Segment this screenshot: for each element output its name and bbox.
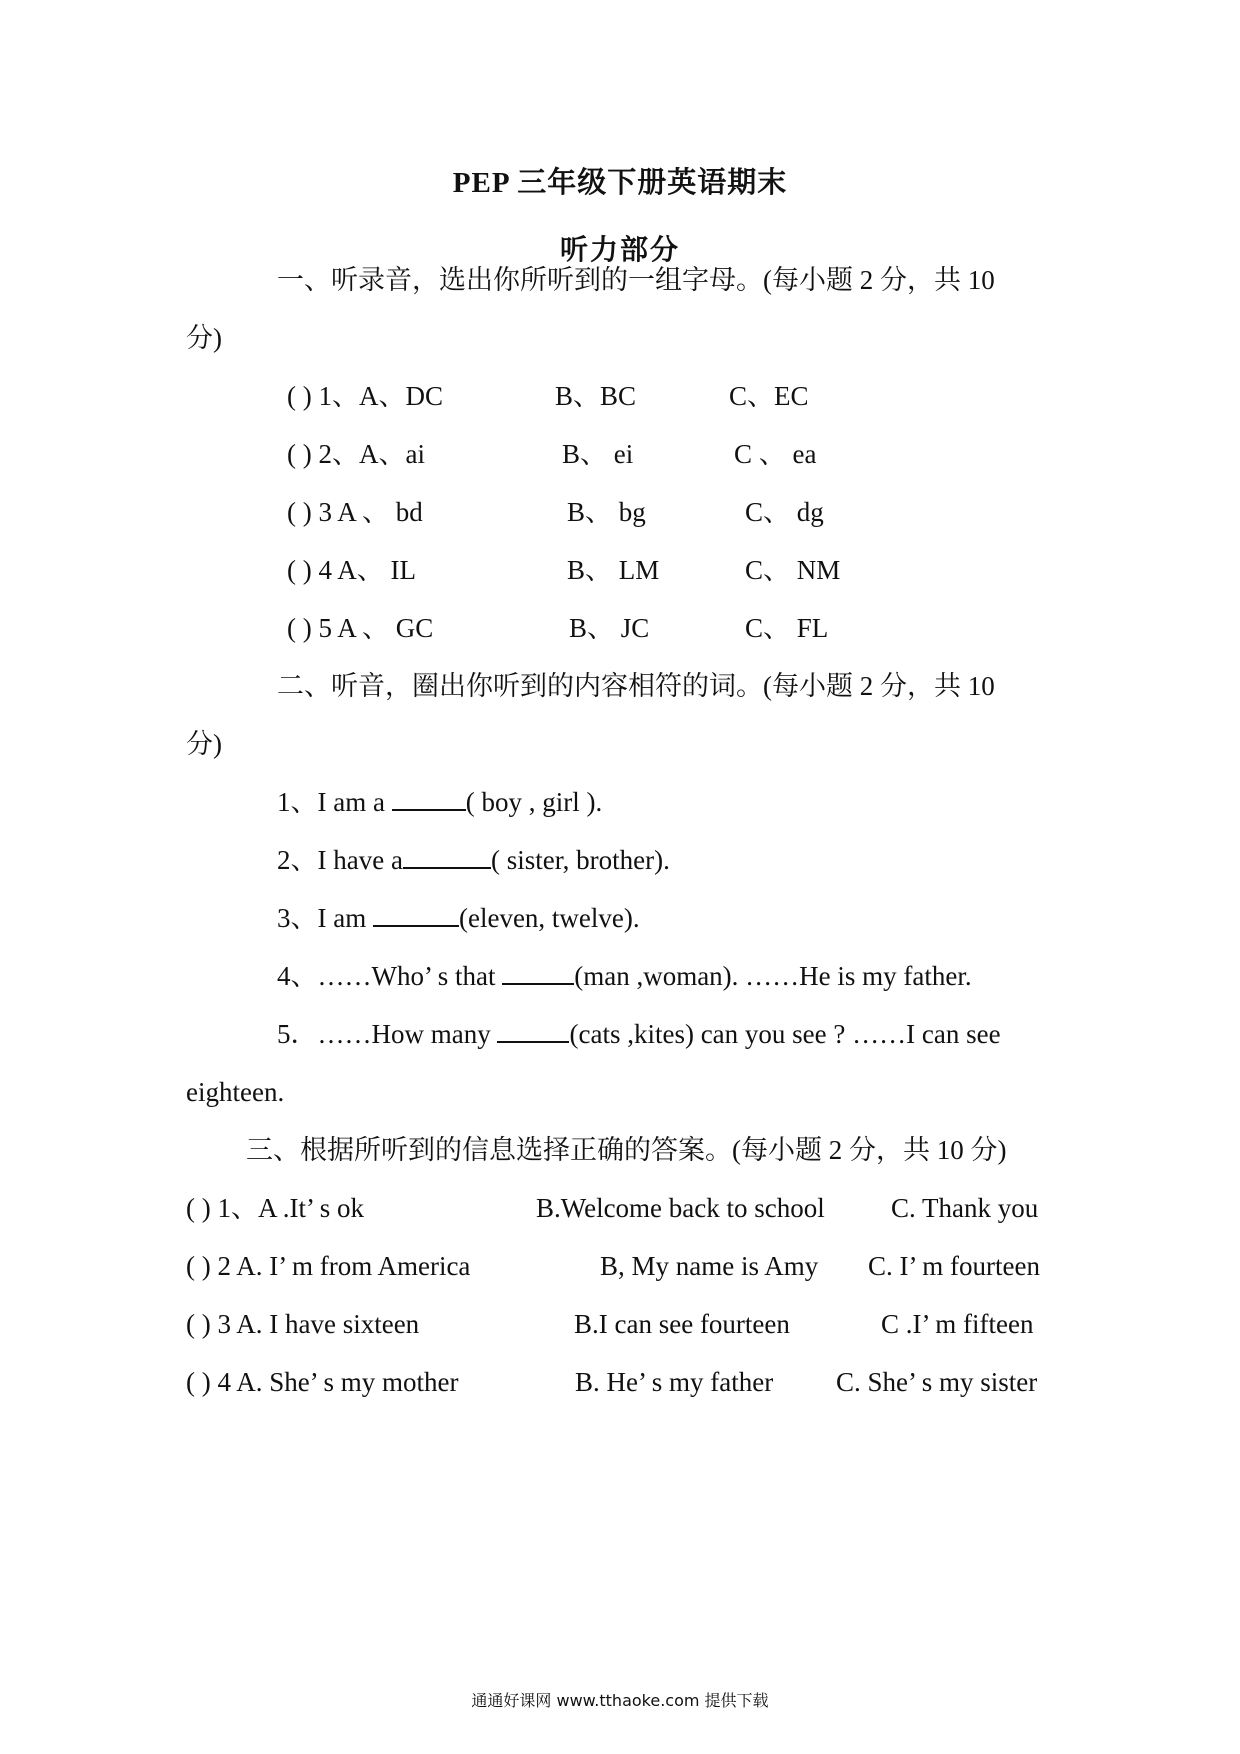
s1-item-4-a: ( ) 4 A、 IL xyxy=(287,555,416,585)
s1-item-3-a: ( ) 3 A 、 bd xyxy=(287,497,423,527)
section3-heading: 三、根据所听到的信息选择正确的答案。(每小题 2 分，共 10 分) xyxy=(246,1135,1007,1165)
s2-item-2 xyxy=(277,842,670,878)
s3-item-1-a: ( ) 1、A .It’ s ok xyxy=(186,1193,364,1223)
s1-item-3-c: C、 dg xyxy=(745,497,824,527)
s2-item-3-blank[interactable] xyxy=(373,903,459,927)
s2-item-5-blank[interactable] xyxy=(497,1019,569,1043)
s3-item-2-a: ( ) 2 A. I’ m from America xyxy=(186,1251,471,1281)
s3-item-2-b: B, My name is Amy xyxy=(600,1251,819,1281)
s2-item-3-post: (eleven, twelve). xyxy=(458,903,640,933)
s2-item-1-post: ( boy , girl ). xyxy=(465,787,603,817)
s2-item-5-wrap: eighteen. xyxy=(186,1077,285,1107)
s3-item-1 xyxy=(186,1190,1058,1226)
s2-item-5-post: (cats ,kites) can you see ? ……I can see xyxy=(569,1019,1001,1049)
s1-item-4-b: B、 LM xyxy=(567,555,660,585)
section2-heading xyxy=(277,668,1057,704)
s3-item-3-c: C .I’ m fifteen xyxy=(881,1309,1034,1339)
s3-item-4 xyxy=(186,1364,1058,1400)
s1-item-5-a: ( ) 5 A 、 GC xyxy=(287,613,434,643)
s2-item-4-blank[interactable] xyxy=(502,961,574,985)
page-title: PEP 三年级下册英语期末 xyxy=(452,167,788,199)
s1-item-1-c: C、EC xyxy=(729,381,809,411)
s3-item-4-a: ( ) 4 A. She’ s my mother xyxy=(186,1367,459,1397)
page-subtitle: 听力部分 xyxy=(559,235,680,266)
s1-item-2-c: C 、 ea xyxy=(734,439,817,469)
section1-heading-text: 一、听录音，选出你所听到的一组字母。(每小题 2 分，共 10 xyxy=(277,265,995,295)
s3-item-4-c: C. She’ s my sister xyxy=(836,1367,1038,1397)
s2-item-3 xyxy=(277,900,640,936)
s3-item-1-b: B.Welcome back to school xyxy=(536,1193,825,1223)
s3-item-3-a: ( ) 3 A. I have sixteen xyxy=(186,1309,420,1339)
s2-item-2-post: ( sister, brother). xyxy=(490,845,670,875)
s1-item-5-b: B、 JC xyxy=(569,613,650,643)
section2-heading-wrap: 分) xyxy=(186,729,222,759)
s2-item-5 xyxy=(277,1016,1001,1052)
s2-item-3-pre: 3、I am xyxy=(277,903,373,933)
s1-item-1-a: ( ) 1、A、DC xyxy=(287,381,443,411)
s2-item-4 xyxy=(277,958,972,994)
s1-item-5-c: C、 FL xyxy=(745,613,829,643)
section2-heading-text: 二、听音，圈出你听到的内容相符的词。(每小题 2 分，共 10 xyxy=(277,671,995,701)
section1-heading-wrap: 分) xyxy=(186,323,222,353)
s2-item-2-blank[interactable] xyxy=(403,845,491,869)
s1-item-1-b: B、BC xyxy=(555,381,637,411)
s2-item-1-pre: 1、I am a xyxy=(277,787,392,817)
s3-item-2 xyxy=(186,1248,1058,1284)
footer-note: 通通好课网 www.tthaoke.com 提供下载 xyxy=(471,1691,769,1710)
s2-item-4-post: (man ,woman). ……He is my father. xyxy=(574,961,972,991)
section1-heading xyxy=(277,262,1057,298)
s3-item-3-b: B.I can see fourteen xyxy=(574,1309,790,1339)
s3-item-2-c: C. I’ m fourteen xyxy=(868,1251,1040,1281)
s2-item-1 xyxy=(277,784,602,820)
s2-item-1-blank[interactable] xyxy=(392,787,466,811)
s3-item-3 xyxy=(186,1306,1058,1342)
s2-item-2-pre: 2、I have a xyxy=(277,845,403,875)
s3-item-1-c: C. Thank you xyxy=(891,1193,1039,1223)
s3-item-4-b: B. He’ s my father xyxy=(575,1367,774,1397)
s1-item-4-c: C、 NM xyxy=(745,555,841,585)
s1-item-2-a: ( ) 2、A、ai xyxy=(287,439,425,469)
s2-item-5-pre: 5．……How many xyxy=(277,1019,498,1049)
s2-item-4-pre: 4、……Who’ s that xyxy=(277,961,503,991)
s1-item-2-b: B、 ei xyxy=(562,439,634,469)
s1-item-3-b: B、 bg xyxy=(567,497,646,527)
